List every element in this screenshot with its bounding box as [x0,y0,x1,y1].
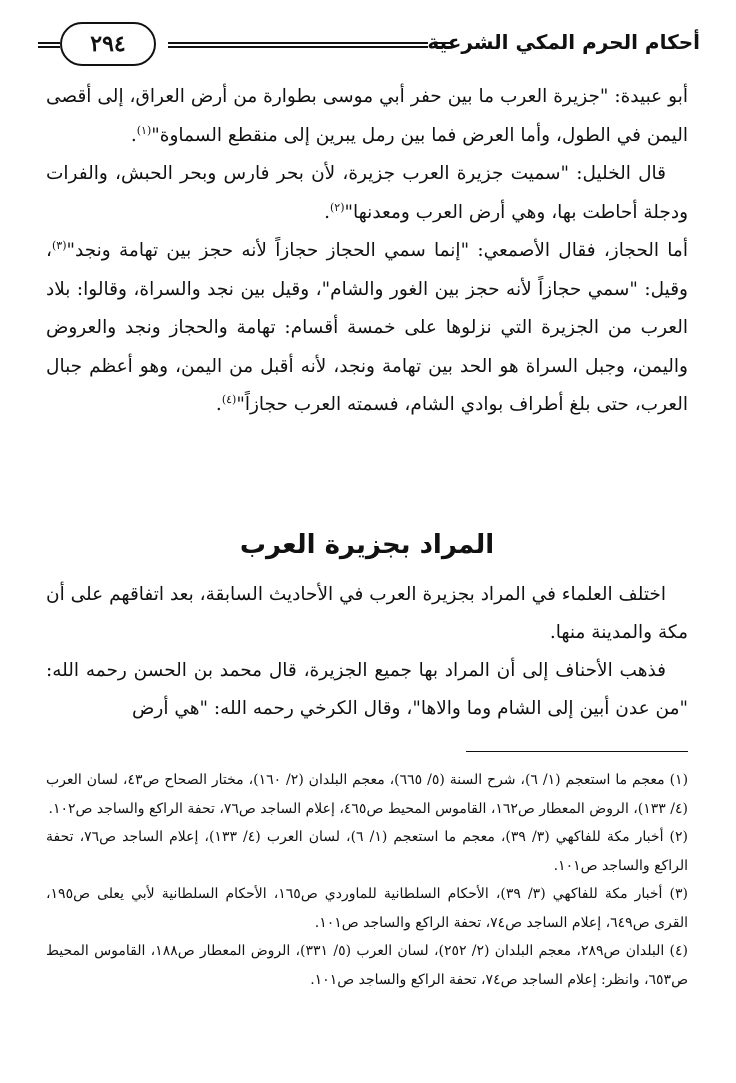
section-heading: المراد بجزيرة العرب [239,530,495,560]
paragraph-text: أبو عبيدة: "جزيرة العرب ما بين حفر أبي موسى بطوارة من أرض العراق، إلى أقصى اليمن في الطول، وأما العرض فما بين رمل يبرين إلى منقطع السماوة" [46,86,688,146]
header-double-rule-left [38,42,60,48]
running-header [38,22,700,68]
paragraph-khalil: قال الخليل: "سميت جزيرة العرب جزيرة، لأن بحر فارس وبحر الحبش، والفرات ودجلة أحاطت بها، وهي أرض العرب ومعدنها"$^{(٢)}$. [46,163,688,223]
footnote-number: (٤) [669,943,688,959]
footnote-text: معجم ما استعجم (١/ ٦)، شرح السنة (٥/ ٦٦٥)، معجم البلدان (٢/ ١٦٠)، مختار الصحاح ص٤٣، لسان العرب (٤/ ١٣٣)، الروض المعطار ص١٦٢، القاموس المحيط ص٤٦٥، إعلام الساجد ص٧٦، تحفة الراكع والساجد ص١٠٢. [46,772,688,817]
footnote-ref: (١) [136,123,152,137]
footnote-item [46,766,688,823]
footnote-item [46,880,688,937]
footnote-item [46,823,688,880]
footnote-ref: (٣) [51,238,67,252]
book-title: أحكام الحرم المكي الشرعية [427,30,700,54]
footnote-number: (١) [669,772,689,788]
footnote-item [46,937,688,994]
page-number: ٢٩٤ [60,22,156,66]
paragraph-abu-ubayda: أبو عبيدة: "جزيرة العرب ما بين حفر أبي موسى بطوارة من أرض العراق، إلى أقصى اليمن في الطول، وأما العرض فما بين رمل يبرين إلى منقطع السماوة"$^{(١)}$. [46,86,688,146]
footnote-ref: (٢) [329,200,345,214]
header-double-rule-short [436,42,452,48]
footnotes [46,766,688,994]
main-text [46,78,688,425]
footnote-number: (٣) [669,886,688,902]
section-paragraph: فذهب الأحناف إلى أن المراد بها جميع الجزيرة، قال محمد بن الحسن رحمه الله: "من عدن أبين إلى الشام وما والاها"، وقال الكرخي رحمه الله: "هي أرض [46,660,688,719]
section-paragraph: اختلف العلماء في المراد بجزيرة العرب في الأحاديث السابقة، بعد اتفاقهم على أن مكة والمدينة منها. [46,584,688,643]
paragraph-text: ، وقيل: "سمي حجازاً لأنه حجز بين الغور والشام"، وقيل بين نجد والسراة، وقالوا: بلاد العرب من الجزيرة التي نزلوها على خمسة أقسام: تهامة والحجاز ونجد والعروض واليمن، وجبل السراة هو الحد بين تهامة ونجد، لأنه أقبل من اليمن، وهو أعظم جبال العرب، حتى بلغ أطراف بوادي الشام، فسمته العرب حجازاً" [46,240,688,415]
section-text [46,576,688,728]
paragraph-text: أما الحجاز، فقال الأصمعي: "إنما سمي الحجاز حجازاً لأنه حجز بين تهامة ونجد" [66,240,688,261]
paragraph-text: قال الخليل: "سميت جزيرة العرب جزيرة، لأن بحر فارس وبحر الحبش، والفرات ودجلة أحاطت بها، وهي أرض العرب ومعدنها" [46,163,688,223]
footnote-number: (٢) [669,829,688,845]
footnote-ref: (٤) [221,392,237,406]
footnote-separator [466,751,688,752]
footnote-text: البلدان ص٢٨٩، معجم البلدان (٢/ ٢٥٢)، لسان العرب (٥/ ٣٣١)، الروض المعطار ص١٨٨، القاموس المحيط ص٦٥٣، وانظر: إعلام الساجد ص٧٤، تحفة الراكع والساجد ص١٠١. [46,943,688,988]
footnote-text: أخبار مكة للفاكهي (٣/ ٣٩)، الأحكام السلطانية للماوردي ص١٦٥، الأحكام السلطانية لأبي يعلى ص١٩٥، القرى ص٦٤٩، إعلام الساجد ص٧٤، تحفة الراكع والساجد ص١٠١. [46,886,688,931]
footnote-text: أخبار مكة للفاكهي (٣/ ٣٩)، معجم ما استعجم (١/ ٦)، لسان العرب (٤/ ١٣٣)، إعلام الساجد ص٧٦، تحفة الراكع والساجد ص١٠١. [46,829,688,874]
header-double-rule [168,42,428,48]
paragraph-hijaz: أما الحجاز، فقال الأصمعي: "إنما سمي الحجاز حجازاً لأنه حجز بين تهامة ونجد"$^{(٣)}$، وقيل: "سمي حجازاً لأنه حجز بين الغور والشام"، وقيل بين نجد والسراة، وقالوا: بلاد العرب من الجزيرة التي نزلوها على خمسة أقسام: تهامة والحجاز ونجد والعروض واليمن، وجبل السراة هو الحد بين تهامة ونجد، لأنه أقبل من اليمن، وهو أعظم جبال العرب، حتى بلغ أطراف بوادي الشام، فسمته العرب حجازاً"$^{(٤)}$. [46,238,688,415]
